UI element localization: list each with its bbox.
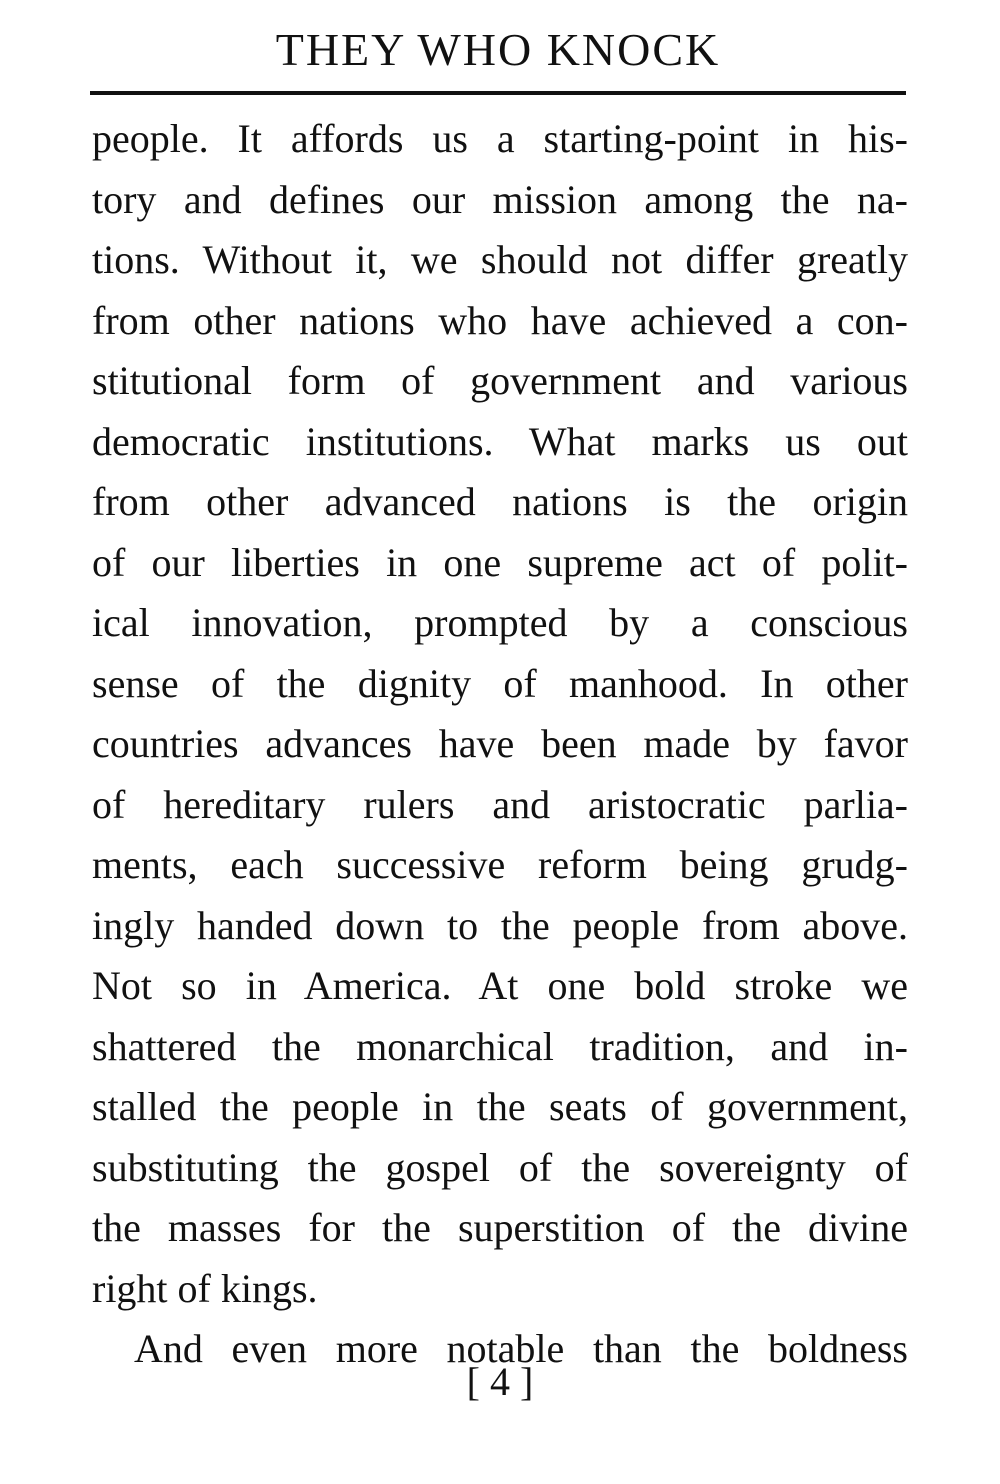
body-text	[92, 109, 908, 1380]
paragraph-start-line: And even more notable than the boldness	[134, 1326, 908, 1371]
text-line: ingly handed down to the people from above.	[92, 902, 908, 948]
text-line: sense of the dignity of manhood. In other	[92, 660, 908, 706]
text-line: of hereditary rulers and aristocratic parlia-	[92, 781, 908, 827]
text-line: stalled the people in the seats of government,	[92, 1084, 908, 1129]
text-line: stitutional form of government and various	[92, 358, 908, 403]
text-line: tory and defines our mission among the na-	[92, 176, 908, 222]
running-title: THEY WHO KNOCK	[275, 24, 721, 75]
text-line: the masses for the superstition of the divine	[92, 1205, 908, 1250]
text-line: democratic institutions. What marks us out	[92, 418, 908, 464]
text-line: people. It affords us a starting-point in his-	[92, 116, 908, 161]
text-line: from other advanced nations is the origin	[92, 479, 908, 524]
paragraph-end-line: right of kings.	[92, 1265, 318, 1311]
text-line: of our liberties in one supreme act of polit-	[92, 539, 908, 585]
text-line: substituting the gospel of the sovereignty of	[92, 1144, 908, 1190]
header-rule	[90, 91, 906, 95]
text-line: from other nations who have achieved a con-	[92, 297, 908, 343]
text-line: countries advances have been made by favor	[92, 721, 908, 766]
text-line: shattered the monarchical tradition, and in-	[92, 1023, 908, 1069]
text-line: Not so in America. At one bold stroke we	[92, 963, 908, 1008]
text-line: tions. Without it, we should not differ greatly	[92, 237, 908, 282]
text-line: ical innovation, prompted by a conscious	[92, 600, 908, 645]
text-line: ments, each successive reform being grudg-	[92, 842, 908, 887]
page-number: [ 4 ]	[466, 1359, 534, 1404]
